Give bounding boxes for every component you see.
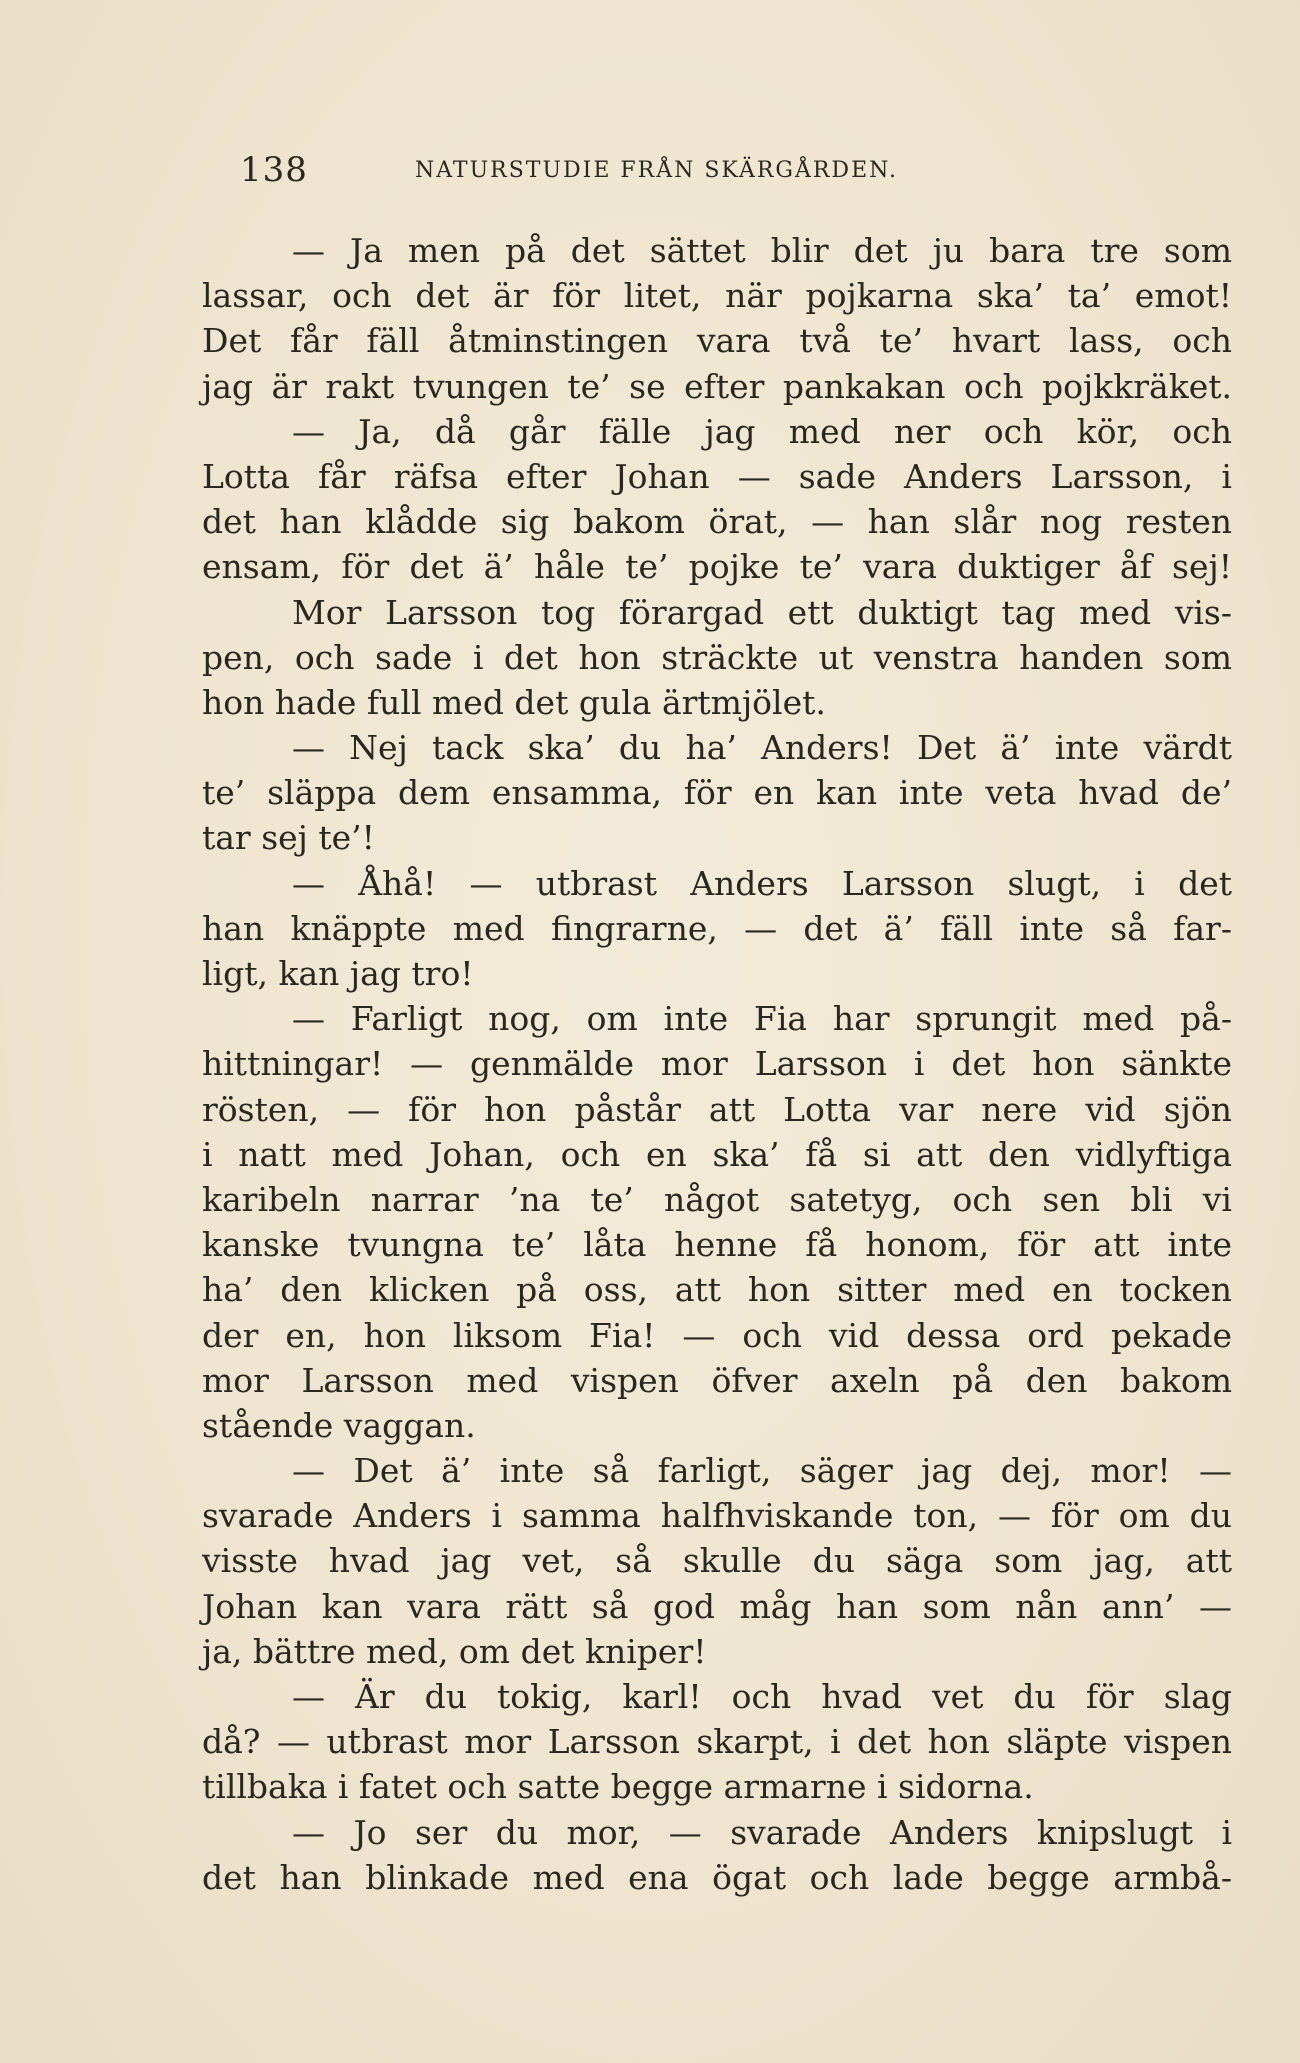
running-title: NATURSTUDIE FRÅN SKÄRGÅRDEN. — [415, 158, 898, 183]
body-text — [202, 228, 1232, 1900]
text-line: hittningar! — genmälde mor Larsson i det hon sänkte — [202, 1044, 1232, 1084]
text-line: det han klådde sig bakom örat, — han slår nog resten — [202, 502, 1232, 542]
text-line: det han blinkade med ena ögat och lade begge armbå- — [202, 1857, 1232, 1897]
text-line: ja, bättre med, om det kniper! — [202, 1631, 707, 1671]
text-line: — Ja men på det sättet blir det ju bara tre som — [292, 231, 1232, 270]
text-line: — Ja, då går fälle jag med ner och kör, och — [292, 411, 1232, 451]
text-line: ensam, för det ä’ håle te’ pojke te’ vara duktiger åf sej! — [202, 547, 1232, 587]
text-line: tar sej te’! — [202, 818, 375, 858]
text-line: te’ släppa dem ensamma, för en kan inte veta hvad de’ — [202, 773, 1232, 813]
text-line: Johan kan vara rätt så god måg han som nån ann’ — — [202, 1586, 1232, 1626]
text-line: — Farligt nog, om inte Fia har sprungit med på- — [292, 999, 1232, 1039]
text-line: Mor Larsson tog förargad ett duktigt tag med vis- — [292, 592, 1232, 632]
page-number: 138 — [240, 150, 308, 190]
text-line: pen, och sade i det hon sträckte ut venstra handen som — [202, 637, 1232, 677]
text-line: han knäppte med fingrarne, — det ä’ fäll inte så far- — [202, 908, 1232, 948]
text-line: mor Larsson med vispen öfver axeln på den bakom — [202, 1360, 1232, 1400]
text-line: — Åhå! — utbrast Anders Larsson slugt, i det — [292, 863, 1232, 903]
text-line: — Är du tokig, karl! och hvad vet du för slag — [292, 1677, 1232, 1716]
text-line: i natt med Johan, och en ska’ få si att den vidlyftiga — [202, 1134, 1232, 1174]
text-line: — Det ä’ inte så farligt, säger jag dej, mor! — — [292, 1451, 1232, 1491]
text-line: der en, hon liksom Fia! — och vid dessa ord pekade — [202, 1315, 1232, 1355]
text-line: — Nej tack ska’ du ha’ Anders! Det ä’ inte värdt — [292, 728, 1232, 768]
text-line: — Jo ser du mor, — svarade Anders knipslugt i — [292, 1812, 1232, 1852]
text-line: svarade Anders i samma halfhviskande ton, — för om du — [202, 1496, 1232, 1536]
text-line: rösten, — för hon påstår att Lotta var nere vid sjön — [202, 1089, 1232, 1129]
text-line: hon hade full med det gula ärtmjölet. — [202, 682, 826, 722]
text-line: då? — utbrast mor Larsson skarpt, i det hon släpte vispen — [202, 1722, 1232, 1762]
text-line: Lotta får räfsa efter Johan — sade Anders Larsson, i — [202, 456, 1232, 496]
text-line: kanske tvungna te’ låta henne få honom, för att inte — [202, 1225, 1232, 1265]
text-line: lassar, och det är för litet, när pojkarna ska’ ta’ emot! — [202, 276, 1232, 316]
text-line: ha’ den klicken på oss, att hon sitter med en tocken — [202, 1270, 1232, 1310]
page-header — [240, 150, 1120, 200]
text-line: karibeln narrar ’na te’ något satetyg, och sen bli vi — [202, 1179, 1232, 1219]
text-line: stående vaggan. — [202, 1405, 476, 1445]
text-line: visste hvad jag vet, så skulle du säga som jag, att — [202, 1541, 1232, 1581]
text-line: tillbaka i fatet och satte begge armarne i sidorna. — [202, 1767, 1034, 1807]
text-line: ligt, kan jag tro! — [202, 954, 474, 993]
text-line: jag är rakt tvungen te’ se efter pankakan och pojkkräket. — [202, 366, 1232, 406]
text-line: Det får fäll åtminstingen vara två te’ hvart lass, och — [202, 321, 1232, 361]
